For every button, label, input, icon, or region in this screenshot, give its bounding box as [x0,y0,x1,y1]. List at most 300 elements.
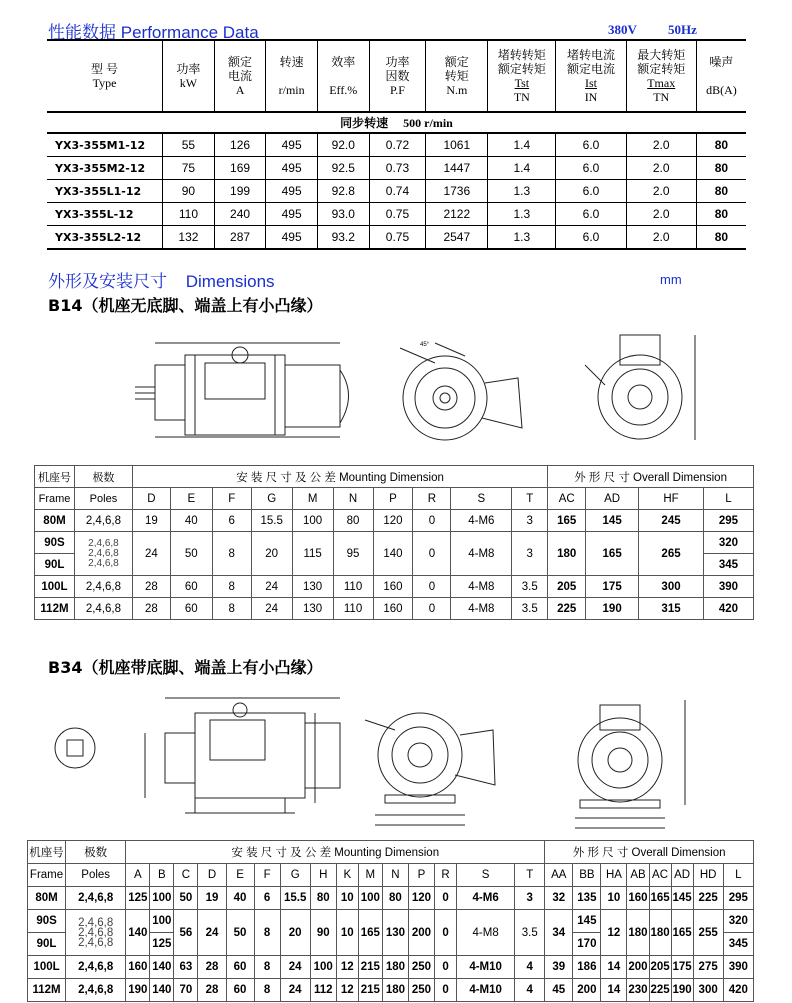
b34-cell: 180 [382,956,408,979]
b34-cell: 39 [545,956,573,979]
b34-cell: 63 [174,956,198,979]
b34-cell: 225 [693,887,723,910]
unit-label: mm [660,272,682,287]
b14-90L-L: 345 [703,554,753,576]
b34-cell: 4-M10 [457,979,515,1002]
b34-90-S: 4-M8 [457,910,515,956]
b14-h-poles-en: Poles [74,488,132,510]
b34-frame-90L: 90L [28,933,66,956]
b34-title: B34（机座带底脚、端盖上有小凸缘） [48,658,323,677]
perf-cell: 75 [163,157,215,180]
b14-cell: 60 [170,598,212,620]
b34-cell: 300 [693,979,723,1002]
b14-cell: 24 [251,598,292,620]
b34-cell: 32 [545,887,573,910]
b34-poles-90: 2,4,6,8 2,4,6,8 2,4,6,8 [66,910,126,956]
b34-cell: 100 [310,956,336,979]
perf-row [47,226,746,250]
b34-90-N: 130 [382,910,408,956]
perf-cell: 495 [266,226,318,250]
b34-cell: 125 [126,887,150,910]
b14-cell: 0 [413,510,451,532]
b14-col-N: N [333,488,373,510]
b34-cell: 215 [358,956,382,979]
b34-cell: 4 [515,979,545,1002]
dims-title-cn: 外形及安装尺寸 [48,272,167,291]
b34-col-AA: AA [545,864,573,887]
voltage-label: 380V [608,22,637,37]
perf-cell: 110 [163,203,215,226]
b34-cell: 19 [198,887,226,910]
b14-cell: 420 [703,598,753,620]
b14-h-mount: 安 装 尺 寸 及 公 差 Mounting Dimension [132,466,547,488]
b14-90-R: 0 [413,532,451,576]
perf-cell: 80 [696,226,746,250]
b14-cell: 28 [132,576,170,598]
perf-col-efficiency: 效率 Eff.% [317,40,369,112]
b14-cell: 100 [292,510,333,532]
b14-cell: 3.5 [512,598,548,620]
b34-90-AD: 165 [671,910,693,956]
perf-cell: YX3-355L2-12 [47,226,163,250]
performance-table [47,39,746,250]
perf-cell: 495 [266,180,318,203]
perf-cell: 93.2 [317,226,369,250]
b14-front-view-drawing [390,338,530,453]
perf-cell: 80 [696,133,746,157]
b34-col-G: G [280,864,310,887]
b34-col-K: K [336,864,358,887]
b34-col-N: N [382,864,408,887]
b34-cell: 100 [150,887,174,910]
b14-col-M: M [292,488,333,510]
sync-speed-row [47,112,746,133]
perf-cell: YX3-355L-12 [47,203,163,226]
perf-cell: 2.0 [626,226,696,250]
perf-cell: 0.75 [369,226,426,250]
b34-row-112M [28,979,754,1002]
svg-text:45°: 45° [420,342,430,348]
b14-poles-90: 2,4,6,8 2,4,6,8 2,4,6,8 [74,532,132,576]
b34-cell: 4 [515,956,545,979]
b34-cell: 14 [601,956,627,979]
perf-cell: 80 [696,203,746,226]
b14-cell: 145 [586,510,639,532]
b34-cell: 0 [435,887,457,910]
perf-cell: 495 [266,133,318,157]
perf-cell: 6.0 [556,226,626,250]
perf-cell: 1447 [426,157,488,180]
b34-row-80M [28,887,754,910]
b14-cell: 295 [703,510,753,532]
b14-end-view-drawing [575,325,705,445]
b14-cell: 8 [212,598,251,620]
b34-cell: 4-M10 [457,956,515,979]
b34-cell: 8 [254,956,280,979]
b34-90-K: 10 [336,910,358,956]
b34-col-F: F [254,864,280,887]
b34-h-frame-en: Frame [28,864,66,887]
b34-90-T: 3.5 [515,910,545,956]
b34-cell: 0 [435,956,457,979]
b14-cell: 390 [703,576,753,598]
b34-90-G: 20 [280,910,310,956]
perf-cell: 2122 [426,203,488,226]
perf-row [47,203,746,226]
b14-h-poles-cn: 极数 [74,466,132,488]
dims-title-en: Dimensions [185,272,275,291]
b14-col-AC: AC [548,488,586,510]
b14-col-E: E [170,488,212,510]
perf-cell: 199 [214,180,266,203]
perf-row [47,157,746,180]
b14-cell: 4-M8 [451,598,512,620]
b34-cell: 2,4,6,8 [66,979,126,1002]
b14-row-90S [35,532,754,554]
b14-90-M: 115 [292,532,333,576]
perf-col-torque: 额定 转矩 N.m [426,40,488,112]
b14-90-AC: 180 [548,532,586,576]
b34-cell: 190 [671,979,693,1002]
b34-front-view-drawing [355,690,505,830]
b14-cell: 130 [292,598,333,620]
b34-90S-B: 100 [150,910,174,933]
b34-cell: 120 [408,887,434,910]
b34-90-HD: 255 [693,910,723,956]
b34-col-AB: AB [627,864,649,887]
perf-cell: YX3-355L1-12 [47,180,163,203]
perf-cell: 92.5 [317,157,369,180]
b34-90-HA: 12 [601,910,627,956]
sync-speed-value: 500 r/min [403,116,453,130]
b34-h-mount: 安 装 尺 寸 及 公 差 Mounting Dimension [126,841,545,864]
b14-90-N: 95 [333,532,373,576]
perf-cell: 1.3 [488,180,556,203]
perf-cell: 2.0 [626,203,696,226]
b14-90-T: 3 [512,532,548,576]
b14-cell: 112M [35,598,75,620]
perf-cell: YX3-355M1-12 [47,133,163,157]
b14-90-F: 8 [212,532,251,576]
perf-col-power-factor: 功率 因数 P.F [369,40,426,112]
perf-row [47,133,746,157]
b34-cell: 2,4,6,8 [66,956,126,979]
b34-90-AC: 180 [649,910,671,956]
b14-header-row-1 [35,466,754,488]
b34-cell: 112M [28,979,66,1002]
b14-cell: 4-M6 [451,510,512,532]
b34-90-AA: 34 [545,910,573,956]
perf-col-tmax: 最大转矩 额定转矩 Tmax TN [626,40,696,112]
perf-cell: 1.3 [488,226,556,250]
b34-row-100L [28,956,754,979]
perf-cell: 6.0 [556,157,626,180]
b14-90-P: 140 [373,532,413,576]
b34-cell: 6 [254,887,280,910]
b14-col-D: D [132,488,170,510]
perf-cell: 6.0 [556,133,626,157]
b34-col-AC: AC [649,864,671,887]
b14-cell: 3.5 [512,576,548,598]
perf-cell: 92.8 [317,180,369,203]
b34-cell: 205 [649,956,671,979]
b14-side-view-drawing [135,325,385,455]
b14-cell: 80 [333,510,373,532]
perf-col-tst: 堵转转矩 额定转矩 Tst TN [488,40,556,112]
b34-cell: 40 [226,887,254,910]
b14-col-T: T [512,488,548,510]
b34-header-row-2 [28,864,754,887]
b14-frame-90L: 90L [35,554,75,576]
b34-cell: 28 [198,956,226,979]
b34-cell: 186 [573,956,601,979]
b34-cell: 8 [254,979,280,1002]
perf-col-ist: 堵转电流 额定电流 Ist IN [556,40,626,112]
frequency-label: 50Hz [668,22,697,37]
b34-90-R: 0 [435,910,457,956]
perf-cell: 240 [214,203,266,226]
b14-cell: 245 [639,510,704,532]
b34-cell: 160 [627,887,649,910]
b34-cell: 215 [358,979,382,1002]
b34-col-E: E [226,864,254,887]
b14-90-G: 20 [251,532,292,576]
perf-col-noise: 噪声 dB(A) [696,40,746,112]
b34-cell: 2,4,6,8 [66,887,126,910]
b34-header-row-1 [28,841,754,864]
b14-h-frame-cn: 机座号 [35,466,75,488]
b34-cell: 100 [358,887,382,910]
b34-90S-L: 320 [723,910,753,933]
b34-h-frame-cn: 机座号 [28,841,66,864]
perf-cell: 1.3 [488,203,556,226]
b34-cell: 4-M6 [457,887,515,910]
b14-title: B14（机座无底脚、端盖上有小凸缘） [48,296,323,315]
b34-col-M: M [358,864,382,887]
b14-cell: 225 [548,598,586,620]
b34-cell: 165 [649,887,671,910]
perf-cell: 126 [214,133,266,157]
b34-cell: 80M [28,887,66,910]
b14-cell: 2,4,6,8 [74,598,132,620]
b34-col-HA: HA [601,864,627,887]
b34-cell: 14 [601,979,627,1002]
b14-header-row-2 [35,488,754,510]
b34-col-HD: HD [693,864,723,887]
b34-cell: 10 [601,887,627,910]
perf-header-row [47,40,746,112]
b34-90-E: 50 [226,910,254,956]
b14-cell: 2,4,6,8 [74,576,132,598]
b14-col-S: S [451,488,512,510]
perf-cell: 2.0 [626,157,696,180]
perf-cell: 132 [163,226,215,250]
b14-90-AD: 165 [586,532,639,576]
b34-cell: 80 [310,887,336,910]
b14-cell: 0 [413,598,451,620]
perf-col-type: 型 号 Type [47,40,163,112]
b34-cell: 60 [226,979,254,1002]
b34-90L-L: 345 [723,933,753,956]
b14-col-G: G [251,488,292,510]
perf-col-speed: 转速 r/min [266,40,318,112]
b34-row-90S [28,910,754,933]
b34-cell: 70 [174,979,198,1002]
perf-cell: 2.0 [626,133,696,157]
b34-cell: 230 [627,979,649,1002]
perf-cell: 80 [696,180,746,203]
b34-cell: 45 [545,979,573,1002]
b34-90-C: 56 [174,910,198,956]
perf-cell: 287 [214,226,266,250]
b34-90S-BB: 145 [573,910,601,933]
b14-cell: 165 [548,510,586,532]
b34-cell: 28 [198,979,226,1002]
b14-h-overall: 外 形 尺 寸 Overall Dimension [548,466,754,488]
perf-cell: 2547 [426,226,488,250]
b34-90-AB: 180 [627,910,649,956]
b14-90S-L: 320 [703,532,753,554]
b34-dimension-table [27,840,754,1002]
b34-col-AD: AD [671,864,693,887]
b14-cell: 28 [132,598,170,620]
b34-cell: 12 [336,979,358,1002]
b14-cell: 15.5 [251,510,292,532]
b34-cell: 420 [723,979,753,1002]
perf-cell: YX3-355M2-12 [47,157,163,180]
b14-cell: 315 [639,598,704,620]
b14-cell: 110 [333,598,373,620]
b34-h-poles-cn: 极数 [66,841,126,864]
perf-cell: 0.75 [369,203,426,226]
perf-cell: 495 [266,157,318,180]
b34-cell: 390 [723,956,753,979]
b34-col-P: P [408,864,434,887]
b34-90-H: 90 [310,910,336,956]
b14-cell: 120 [373,510,413,532]
perf-cell: 0.72 [369,133,426,157]
perf-cell: 6.0 [556,180,626,203]
perf-cell: 1.4 [488,157,556,180]
b34-h-overall: 外 形 尺 寸 Overall Dimension [545,841,754,864]
b34-col-L: L [723,864,753,887]
b14-col-L: L [703,488,753,510]
b34-cell: 250 [408,956,434,979]
sync-speed-label: 同步转速 [340,116,389,130]
b14-row-112M [35,598,754,620]
perf-col-current: 额定 电流 A [214,40,266,112]
b14-cell: 160 [373,598,413,620]
perf-cell: 169 [214,157,266,180]
b34-90L-BB: 170 [573,933,601,956]
b14-frame-90S: 90S [35,532,75,554]
b14-cell: 8 [212,576,251,598]
b34-col-R: R [435,864,457,887]
b34-90L-B: 125 [150,933,174,956]
perf-cell: 80 [696,157,746,180]
b34-cell: 60 [226,956,254,979]
b34-col-T: T [515,864,545,887]
perf-row [47,180,746,203]
b14-cell: 110 [333,576,373,598]
b34-cell: 0 [435,979,457,1002]
perf-title-cn: 性能数据 [48,23,116,42]
b34-col-BB: BB [573,864,601,887]
b34-cell: 24 [280,979,310,1002]
b34-90-D: 24 [198,910,226,956]
b14-cell: 80M [35,510,75,532]
b14-cell: 300 [639,576,704,598]
b34-cell: 180 [382,979,408,1002]
b34-cell: 295 [723,887,753,910]
b34-cell: 225 [649,979,671,1002]
b14-90-HF: 265 [639,532,704,576]
perf-col-power: 功率 kW [163,40,215,112]
b14-col-HF: HF [639,488,704,510]
b34-col-H: H [310,864,336,887]
b34-col-B: B [150,864,174,887]
b14-col-P: P [373,488,413,510]
b34-cell: 140 [150,956,174,979]
perf-cell: 1061 [426,133,488,157]
b34-cell: 200 [627,956,649,979]
perf-title-en: Performance Data [120,23,259,42]
b14-cell: 0 [413,576,451,598]
perf-cell: 2.0 [626,180,696,203]
b34-cell: 140 [150,979,174,1002]
b14-dimension-table [34,465,754,620]
b34-frame-90S: 90S [28,910,66,933]
b34-col-D: D [198,864,226,887]
perf-cell: 495 [266,203,318,226]
b34-cell: 190 [126,979,150,1002]
b14-cell: 2,4,6,8 [74,510,132,532]
b34-cell: 80 [382,887,408,910]
b14-col-AD: AD [586,488,639,510]
b14-cell: 175 [586,576,639,598]
b34-90-A: 140 [126,910,150,956]
b14-cell: 60 [170,576,212,598]
b14-col-R: R [413,488,451,510]
b14-row-80M [35,510,754,532]
b14-col-F: F [212,488,251,510]
b34-end-view-drawing [555,690,715,835]
b34-cell: 275 [693,956,723,979]
b34-col-C: C [174,864,198,887]
dims-title [48,267,275,292]
b34-cell: 160 [126,956,150,979]
b14-cell: 6 [212,510,251,532]
b14-cell: 190 [586,598,639,620]
b14-90-D: 24 [132,532,170,576]
b34-h-poles-en: Poles [66,864,126,887]
b34-cell: 3 [515,887,545,910]
b34-col-A: A [126,864,150,887]
perf-cell: 1736 [426,180,488,203]
b34-cell: 15.5 [280,887,310,910]
b34-cell: 250 [408,979,434,1002]
b14-h-frame-en: Frame [35,488,75,510]
b14-cell: 4-M8 [451,576,512,598]
b14-cell: 3 [512,510,548,532]
b34-cell: 24 [280,956,310,979]
b34-cell: 12 [336,956,358,979]
perf-cell: 55 [163,133,215,157]
b34-cell: 200 [573,979,601,1002]
b34-cell: 175 [671,956,693,979]
b14-cell: 130 [292,576,333,598]
b14-90-E: 50 [170,532,212,576]
